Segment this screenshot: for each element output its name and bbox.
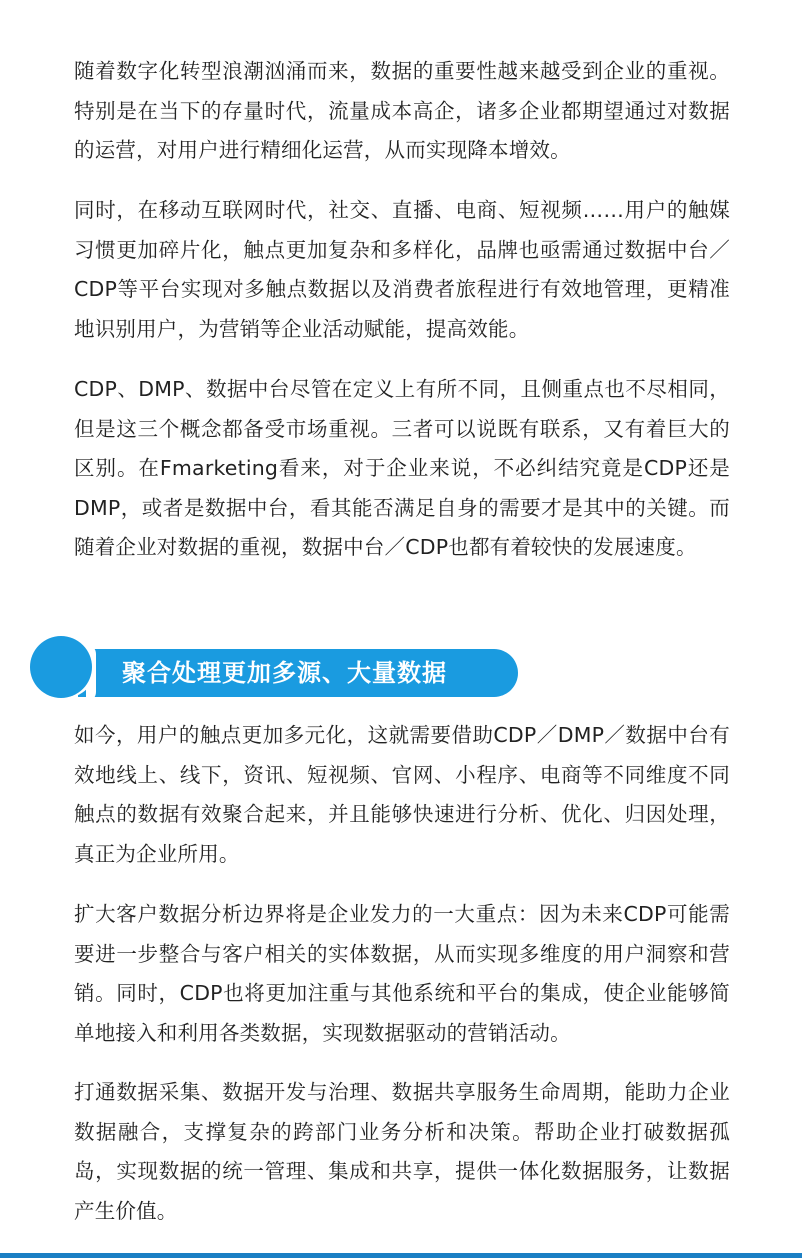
section-heading-title: 聚合处理更加多源、大量数据 (122, 659, 447, 687)
body-paragraph-4: 如今，用户的触点更加多元化，这就需要借助CDP／DMP／数据中台有效地线上、线下，资讯、短视频、官网、小程序、电商等不同维度不同触点的数据有效聚合起来，并且能够快速进行分析、优化、归因处理，真正为企业所用。 (74, 723, 730, 866)
body-paragraph-3: CDP、DMP、数据中台尽管在定义上有所不同，且侧重点也不尽相同，但是这三个概念都备受市场重视。三者可以说既有联系，又有着巨大的区别。在Fmarketing看来，对于企业来说，不必纠结究竟是CDP还是DMP，或者是数据中台，看其能否满足自身的需要才是其中的关键。而随着企业对数据的重视，数据中台／CDP也都有着较快的发展速度。 (74, 377, 730, 559)
body-paragraph-5: 扩大客户数据分析边界将是企业发力的一大重点：因为未来CDP可能需要进一步整合与客户相关的实体数据，从而实现多维度的用户洞察和营销。同时，CDP也将更加注重与其他系统和平台的集成，使企业能够简单地接入和利用各类数据，实现数据驱动的营销活动。 (74, 902, 730, 1045)
section-heading-circle-icon (30, 636, 92, 698)
bottom-rule (0, 1253, 802, 1258)
body-paragraph-2: 同时，在移动互联网时代，社交、直播、电商、短视频……用户的触媒习惯更加碎片化，触点更加复杂和多样化，品牌也亟需通过数据中台／CDP等平台实现对多触点数据以及消费者旅程进行有效地管理，更精准地识别用户，为营销等企业活动赋能，提高效能。 (74, 198, 730, 341)
section-heading-banner (30, 636, 520, 700)
body-paragraph-1: 随着数字化转型浪潮汹涌而来，数据的重要性越来越受到企业的重视。特别是在当下的存量时代，流量成本高企，诸多企业都期望通过对数据的运营，对用户进行精细化运营，从而实现降本增效。 (74, 59, 730, 162)
body-paragraph-6: 打通数据采集、数据开发与治理、数据共享服务生命周期，能助力企业数据融合，支撑复杂的跨部门业务分析和决策。帮助企业打破数据孤岛，实现数据的统一管理、集成和共享，提供一体化数据服务，让数据产生价值。 (74, 1080, 730, 1223)
